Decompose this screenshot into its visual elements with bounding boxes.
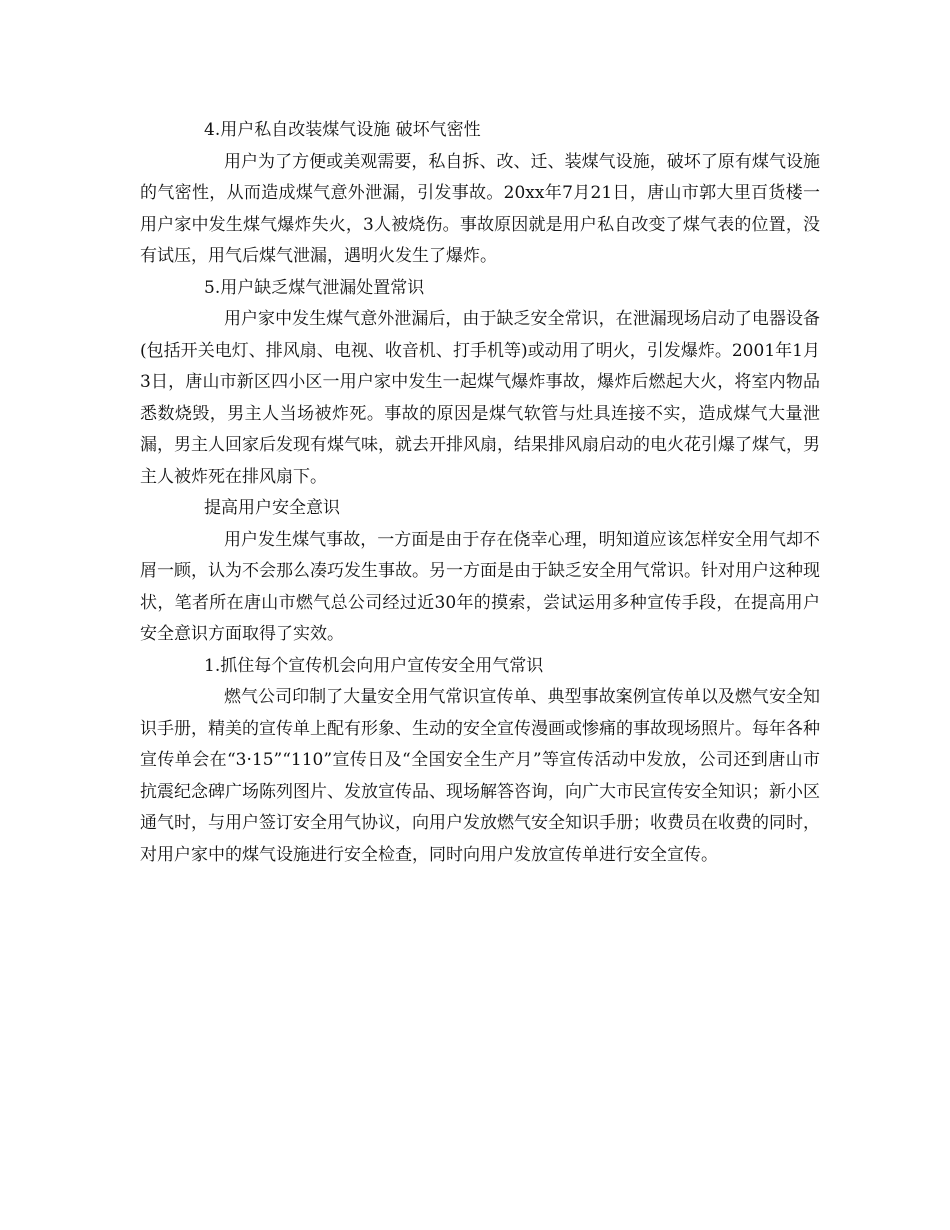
section-paragraph-1: 燃气公司印制了大量安全用气常识宣传单、典型事故案例宣传单以及燃气安全知识手册，精美的宣传单上配有形象、生动的安全宣传漫画或惨痛的事故现场照片。每年各种宣传单会在“3·15”“110”宣传日及“全国安全生产月”等宣传活动中发放，公司还到唐山市抗震纪念碑广场陈列图片、发放宣传品、现场解答咨询，向广大市民宣传安全知识；新小区通气时，与用户签订安全用气协议，向用户发放燃气安全知识手册；收费员在收费的同时，对用户家中的煤气设施进行安全检查，同时向用户发放宣传单进行安全宣传。 xyxy=(140,687,820,865)
section-paragraph-awareness: 用户发生煤气事故，一方面是由于存在侥幸心理，明知道应该怎样安全用气却不屑一顾，认为不会那么凑巧发生事故。另一方面是由于缺乏安全用气常识。针对用户这种现状，笔者所在唐山市燃气总公司经过近30年的摸索，尝试运用多种宣传手段，在提高用户安全意识方面取得了实效。 xyxy=(140,529,820,644)
section-heading-5: 5.用户缺乏煤气泄漏处置常识 xyxy=(204,277,425,298)
section-paragraph-5: 用户家中发生煤气意外泄漏后，由于缺乏安全常识，在泄漏现场启动了电器设备(包括开关电灯、排风扇、电视、收音机、打手机等)或动用了明火，引发爆炸。2001年1月3日，唐山市新区四小区一用户家中发生一起煤气爆炸事故，爆炸后燃起大火，将室内物品悉数烧毁，男主人当场被炸死。事故的原因是煤气软管与灶具连接不实，造成煤气大量泄漏，男主人回家后发现有煤气味，就去开排风扇，结果排风扇启动的电火花引爆了煤气，男主人被炸死在排风扇下。 xyxy=(140,309,820,487)
section-heading-4: 4.用户私自改装煤气设施 破坏气密性 xyxy=(204,120,481,140)
section-paragraph-4: 用户为了方便或美观需要，私自拆、改、迁、装煤气设施，破坏了原有煤气设施的气密性，从而造成煤气意外泄漏，引发事故。20xx年7月21日，唐山市郭大里百货楼一用户家中发生煤气爆炸失火，3人被烧伤。事故原因就是用户私自改变了煤气表的位置，没有试压，用气后煤气泄漏，遇明火发生了爆炸。 xyxy=(140,151,820,266)
section-heading-awareness: 提高用户安全意识 xyxy=(204,498,340,518)
section-heading-1: 1.抓住每个宣传机会向用户宣传安全用气常识 xyxy=(204,655,544,676)
document-body xyxy=(140,115,820,871)
